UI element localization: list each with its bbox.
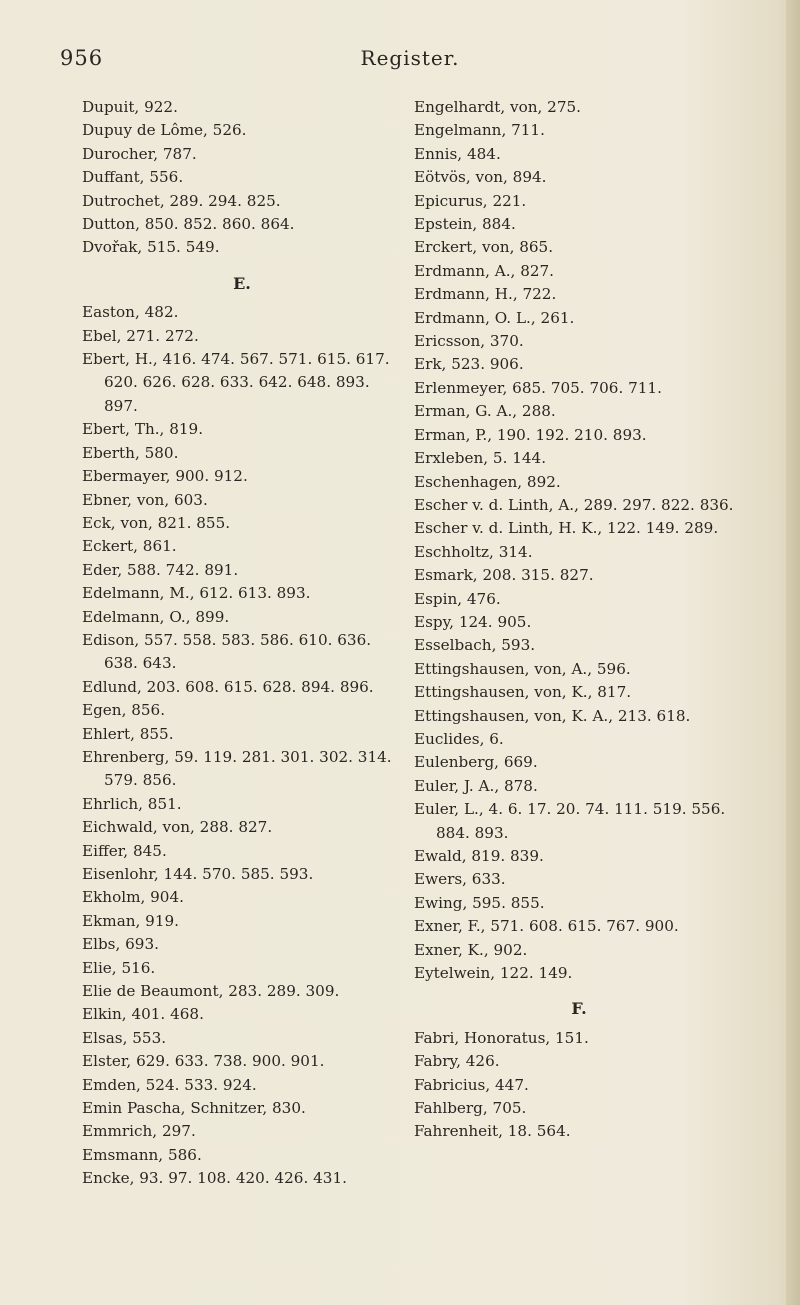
index-entry: Elbs, 693. <box>82 935 159 954</box>
index-entry: Fahlberg, 705. <box>414 1099 527 1118</box>
index-entry: Ebermayer, 900. 912. <box>82 467 248 486</box>
running-title: Register. <box>360 46 460 70</box>
index-entry: Dupuit, 922. <box>82 98 178 116</box>
index-entry: Ebert, H., 416. 474. 567. 571. 615. 617. 620. 626. 628. 633. 642. 648. 893. 897. <box>82 350 390 415</box>
index-entry: Emin Pascha, Schnitzer, 830. <box>82 1099 306 1118</box>
index-entry: Edelmann, O., 899. <box>82 607 230 626</box>
index-entry: Exner, F., 571. 608. 615. 767. 900. <box>414 917 679 936</box>
index-entry: Ebel, 271. 272. <box>82 326 199 345</box>
index-entry: Ekholm, 904. <box>82 888 184 907</box>
index-entry: Edlund, 203. 608. 615. 628. 894. 896. <box>82 677 374 696</box>
index-entry: Eulenberg, 669. <box>414 753 538 772</box>
index-entry: Fahrenheit, 18. 564. <box>414 1122 571 1141</box>
index-entry: Erckert, von, 865. <box>414 238 554 257</box>
index-entry: Eder, 588. 742. 891. <box>82 560 239 579</box>
index-entry: Eberth, 580. <box>82 443 179 462</box>
index-entry: Erdmann, A., 827. <box>414 261 555 280</box>
index-entry: Fabricius, 447. <box>414 1075 529 1094</box>
index-entry: Dutrochet, 289. 294. 825. <box>82 191 281 210</box>
page-header <box>60 46 760 76</box>
index-entry: Ehrlich, 851. <box>82 794 182 813</box>
index-entry: Esmark, 208. 315. 827. <box>414 566 594 585</box>
page-edge <box>786 0 800 1305</box>
index-entry: Emden, 524. 533. 924. <box>82 1075 257 1094</box>
index-entry: Eschenhagen, 892. <box>414 472 561 491</box>
index-entry: Edelmann, M., 612. 613. 893. <box>82 584 311 603</box>
index-entry: Elie de Beaumont, 283. 289. 309. <box>82 982 340 1001</box>
index-entry: Engelmann, 711. <box>414 121 545 140</box>
index-entry: Ettingshausen, von, K. A., 213. 618. <box>414 706 691 725</box>
index-entry: Encke, 93. 97. 108. 420. 426. 431. <box>82 1169 347 1188</box>
index-entry: Eytelwein, 122. 149. <box>414 964 573 983</box>
index-entry: Ewers, 633. <box>414 870 506 889</box>
index-entry: Ehlert, 855. <box>82 724 174 743</box>
index-entry: Erlenmeyer, 685. 705. 706. 711. <box>414 378 662 397</box>
index-entry: Ebner, von, 603. <box>82 490 208 509</box>
index-entry: Ehrenberg, 59. 119. 281. 301. 302. 314. 579. 856. <box>82 747 392 790</box>
index-entry: Ettingshausen, von, A., 596. <box>414 659 631 678</box>
index-entry: Eckert, 861. <box>82 537 177 556</box>
index-entry: Espin, 476. <box>414 589 501 608</box>
index-entry: Euler, J. A., 878. <box>414 776 538 795</box>
index-entry: Dupuy de Lôme, 526. <box>82 121 247 140</box>
index-column-right <box>414 96 744 1144</box>
index-entry: Emsmann, 586. <box>82 1145 202 1164</box>
index-entry: Emmrich, 297. <box>82 1122 196 1141</box>
index-entry: Easton, 482. <box>82 303 179 322</box>
index-entry: Eiffer, 845. <box>82 841 167 860</box>
index-entry: Eschholtz, 314. <box>414 542 533 561</box>
index-entry: Ewald, 819. 839. <box>414 847 544 865</box>
index-entry: Euclides, 6. <box>414 729 504 748</box>
index-entry: Erdmann, O. L., 261. <box>414 308 575 327</box>
index-entry: Eichwald, von, 288. 827. <box>82 818 273 837</box>
index-entry: Elkin, 401. 468. <box>82 1005 204 1024</box>
index-entry: Elsas, 553. <box>82 1028 167 1047</box>
section-letter: F. <box>571 999 587 1019</box>
index-entry: Ettingshausen, von, K., 817. <box>414 683 632 702</box>
index-entry: Ennis, 484. <box>414 144 501 163</box>
section-letter: E. <box>233 273 251 293</box>
index-entry: Espy, 124. 905. <box>414 612 532 631</box>
index-entry: Dutton, 850. 852. 860. 864. <box>82 215 295 234</box>
index-entry: Exner, K., 902. <box>414 940 528 959</box>
index-entry: Erdmann, H., 722. <box>414 285 557 304</box>
index-entry: Dvořak, 515. 549. <box>82 238 220 257</box>
index-entry: Edison, 557. 558. 583. 586. 610. 636. 638. 643. <box>82 630 372 673</box>
index-entry: Erman, P., 190. 192. 210. 893. <box>414 425 647 444</box>
index-entry: Epicurus, 221. <box>414 191 527 210</box>
index-entry: Fabry, 426. <box>414 1052 500 1071</box>
index-entry: Erman, G. A., 288. <box>414 402 556 421</box>
index-entry: Erk, 523. 906. <box>414 355 524 374</box>
index-entry: Erxleben, 5. 144. <box>414 449 547 468</box>
index-entry: Euler, L., 4. 6. 17. 20. 74. 111. 519. 556. 884. 893. <box>414 800 726 842</box>
index-entry: Epstein, 884. <box>414 215 516 234</box>
index-entry: Eck, von, 821. 855. <box>82 513 231 532</box>
index-entry: Ebert, Th., 819. <box>82 420 204 439</box>
index-entry: Eisenlohr, 144. 570. 585. 593. <box>82 865 314 883</box>
index-entry: Escher v. d. Linth, A., 289. 297. 822. 836. <box>414 495 734 514</box>
index-column-left <box>82 96 402 1191</box>
index-entry: Esselbach, 593. <box>414 636 536 655</box>
index-entry: Egen, 856. <box>82 701 166 720</box>
index-entry: Escher v. d. Linth, H. K., 122. 149. 289. <box>414 519 719 538</box>
index-entry: Ewing, 595. 855. <box>414 893 545 912</box>
index-entry: Durocher, 787. <box>82 144 197 163</box>
index-entry: Eötvös, von, 894. <box>414 168 547 187</box>
index-entry: Fabri, Honoratus, 151. <box>414 1028 589 1047</box>
index-entry: Elster, 629. 633. 738. 900. 901. <box>82 1052 325 1071</box>
index-entry: Engelhardt, von, 275. <box>414 98 581 116</box>
index-entry: Elie, 516. <box>82 958 156 977</box>
page-number: 956 <box>60 46 104 70</box>
index-entry: Ekman, 919. <box>82 911 179 930</box>
index-entry: Duffant, 556. <box>82 168 184 187</box>
index-entry: Ericsson, 370. <box>414 332 524 351</box>
